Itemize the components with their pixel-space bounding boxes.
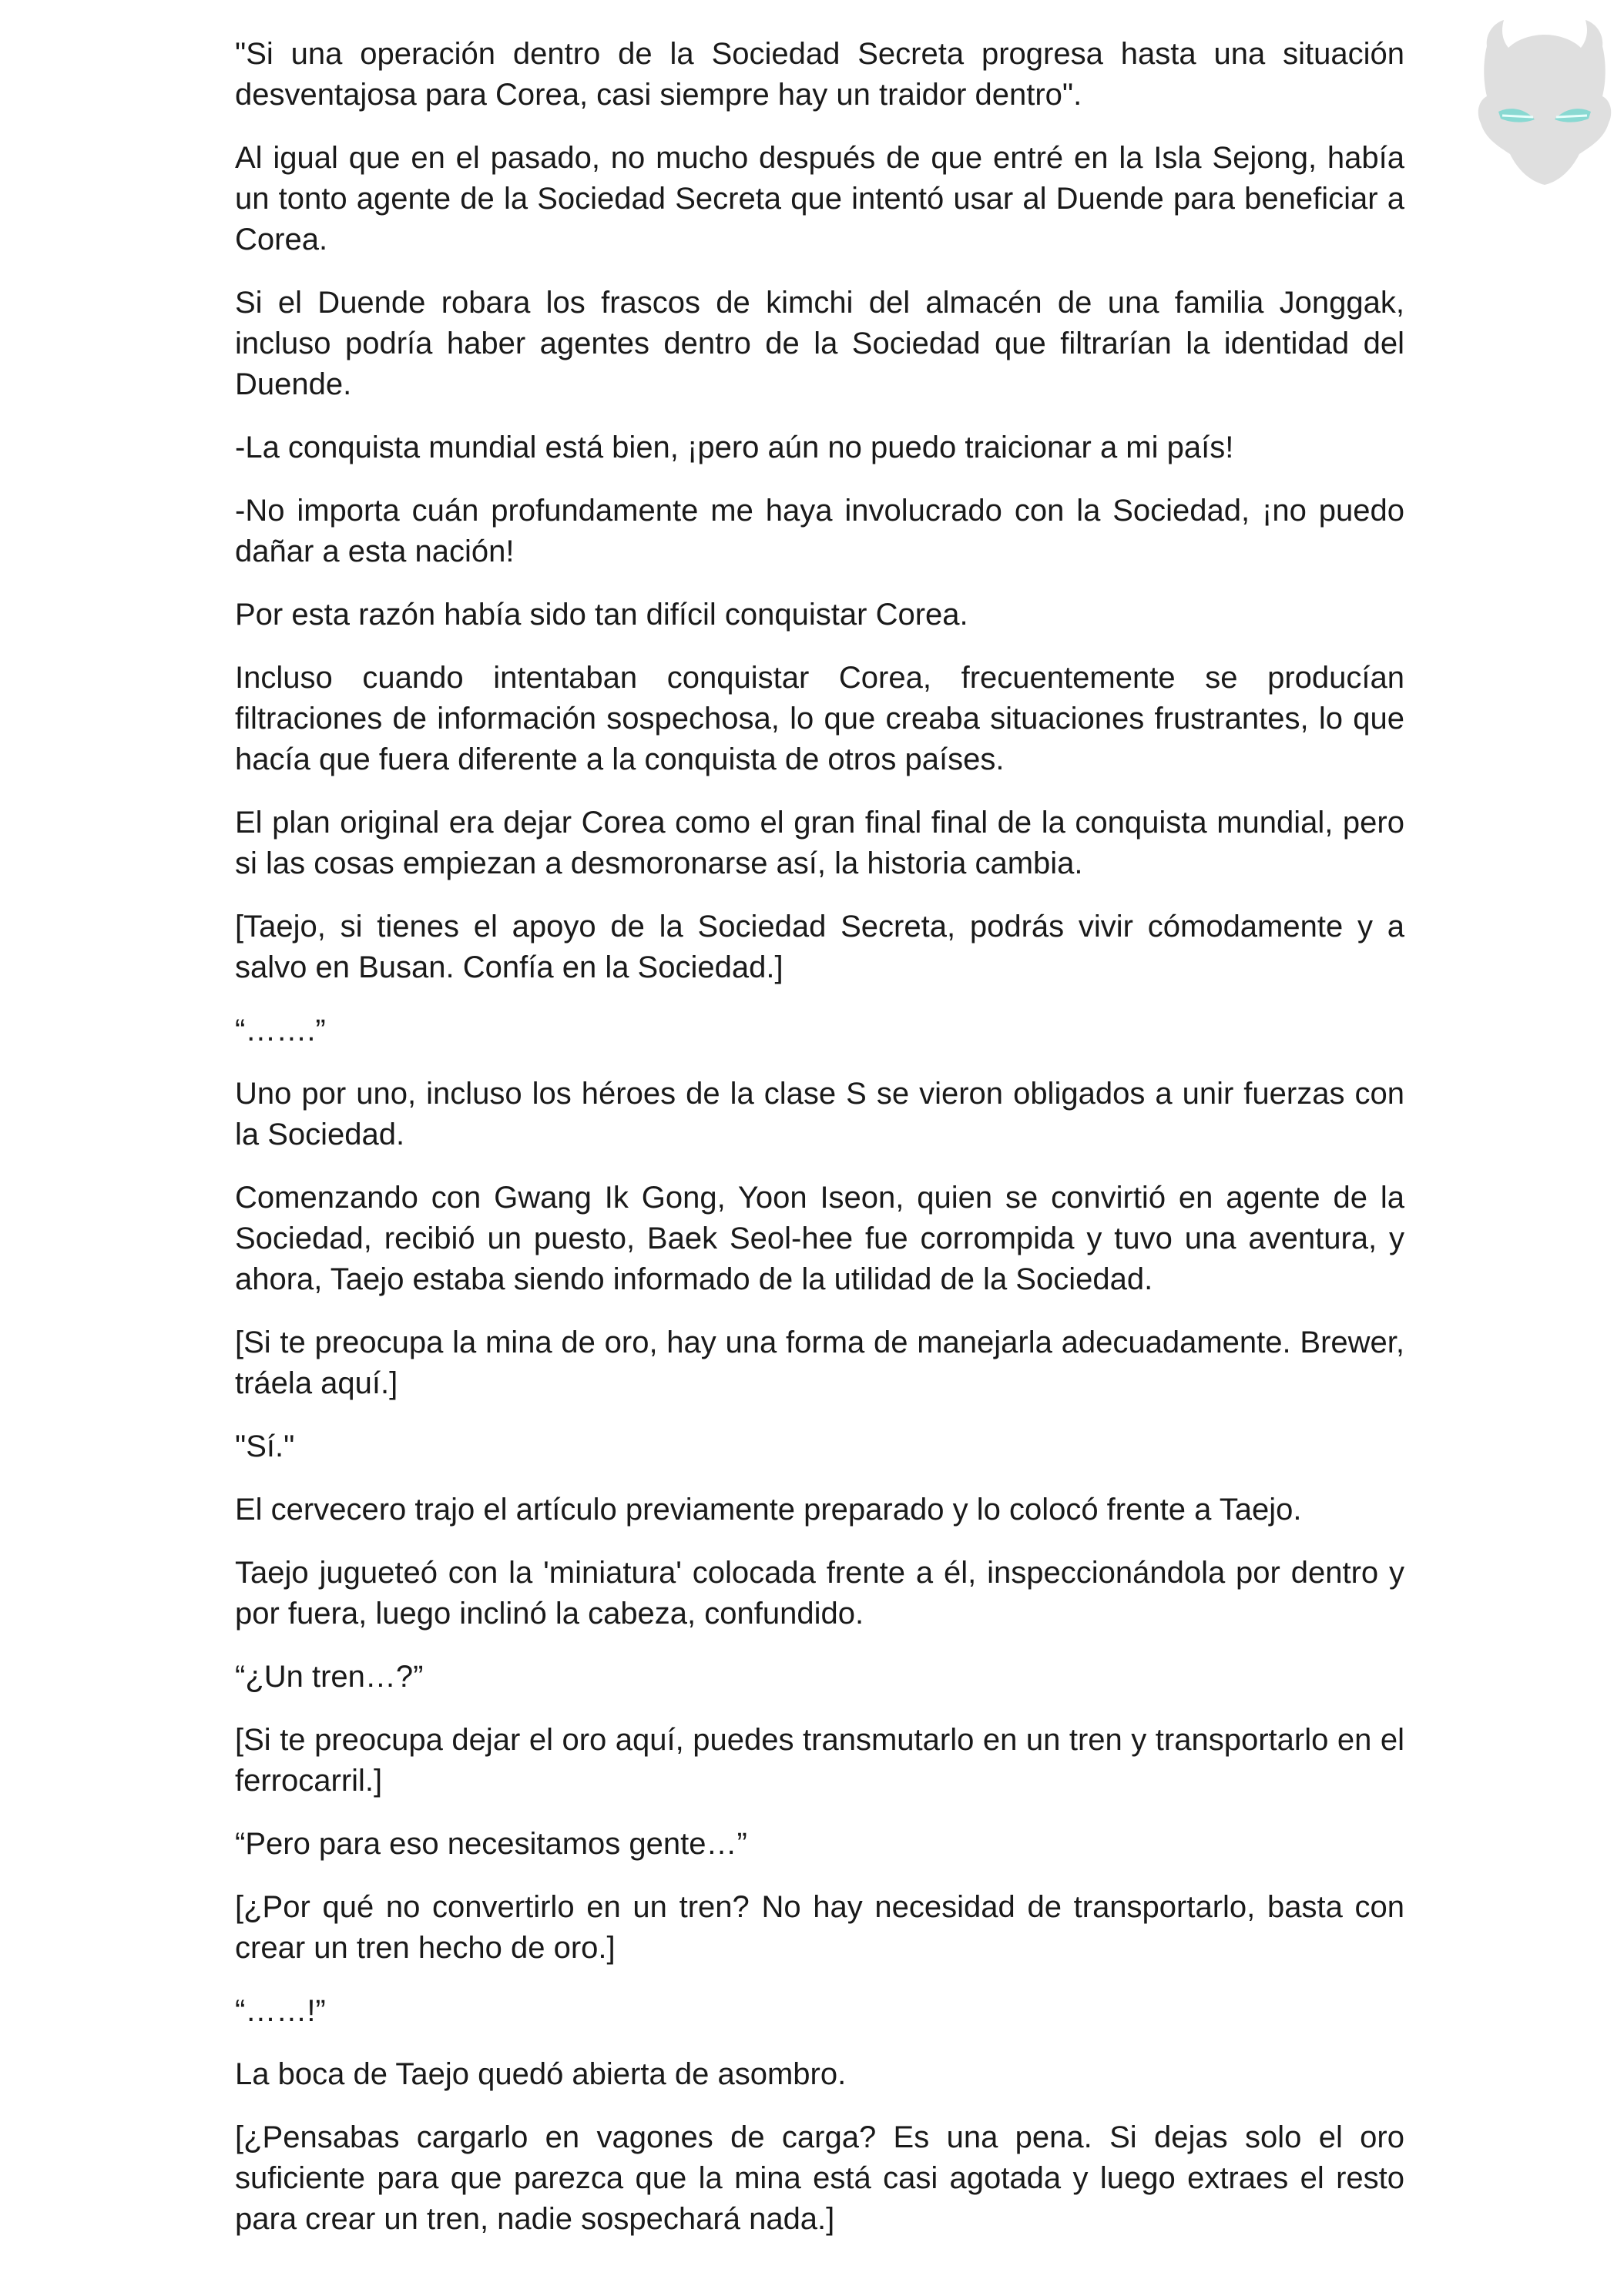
paragraph: [¿Pensabas cargarlo en vagones de carga? Es una pena. Si dejas solo el oro suficiente para que parezca que la mina está casi agotada y luego extraes el resto para crear un tren, nadie sospechará nada.] xyxy=(235,2120,1404,2236)
paragraph: Taejo jugueteó con la 'miniatura' colocada frente a él, inspeccionándola por dentro y por fuera, luego inclinó la cabeza, confundido. xyxy=(235,1556,1404,1631)
paragraph: “……!” xyxy=(235,1994,326,2028)
paragraph: Incluso cuando intentaban conquistar Corea, frecuentemente se producían filtraciones de información sospechosa, lo que creaba situaciones frustrantes, lo que hacía que fuera diferente a la conquista de otros países. xyxy=(235,661,1404,776)
paragraph: [Taejo, si tienes el apoyo de la Sociedad Secreta, podrás vivir cómodamente y a salvo en Busan. Confía en la Sociedad.] xyxy=(235,910,1404,984)
paragraph: Comenzando con Gwang Ik Gong, Yoon Iseon, quien se convirtió en agente de la Sociedad, recibió un puesto, Baek Seol-hee fue corrompida y tuvo una aventura, y ahora, Taejo estaba siendo informado de la utilidad de la Sociedad. xyxy=(235,1181,1404,1296)
right-eye-glint xyxy=(1556,116,1587,117)
demon-head-logo-icon xyxy=(1464,15,1624,193)
paragraph: [¿Por qué no convertirlo en un tren? No hay necesidad de transportarlo, basta con crear un tren hecho de oro.] xyxy=(235,1890,1404,1965)
paragraph: “Pero para eso necesitamos gente…” xyxy=(235,1827,747,1861)
paragraph: -La conquista mundial está bien, ¡pero aún no puedo traicionar a mi país! xyxy=(235,431,1234,464)
paragraph: “¿Un tren…?” xyxy=(235,1660,424,1694)
paragraph: El plan original era dejar Corea como el gran final final de la conquista mundial, pero si las cosas empiezan a desmoronarse así, la historia cambia. xyxy=(235,806,1404,880)
story-text-column xyxy=(235,34,1404,2262)
paragraph: Si el Duende robara los frascos de kimchi del almacén de una familia Jonggak, incluso podría haber agentes dentro de la Sociedad que filtrarían la identidad del Duende. xyxy=(235,286,1404,401)
paragraph: El cervecero trajo el artículo previamente preparado y lo colocó frente a Taejo. xyxy=(235,1493,1302,1527)
paragraph: Al igual que en el pasado, no mucho después de que entré en la Isla Sejong, había un tonto agente de la Sociedad Secreta que intentó usar al Duende para beneficiar a Corea. xyxy=(235,141,1404,256)
paragraph: [Si te preocupa la mina de oro, hay una forma de manejarla adecuadamente. Brewer, tráela aquí.] xyxy=(235,1326,1404,1400)
paragraph: “…….” xyxy=(235,1014,326,1047)
demon-head-svg xyxy=(1464,15,1624,193)
paragraph: La boca de Taejo quedó abierta de asombro. xyxy=(235,2057,847,2091)
paragraph: [Si te preocupa dejar el oro aquí, puedes transmutarlo en un tren y transportarlo en el ferrocarril.] xyxy=(235,1723,1404,1798)
paragraph: Por esta razón había sido tan difícil conquistar Corea. xyxy=(235,598,968,632)
paragraph: "Sí." xyxy=(235,1430,295,1463)
demon-head-shape xyxy=(1478,20,1612,185)
paragraph: Uno por uno, incluso los héroes de la clase S se vieron obligados a unir fuerzas con la Sociedad. xyxy=(235,1077,1404,1151)
paragraph: "Si una operación dentro de la Sociedad Secreta progresa hasta una situación desventajosa para Corea, casi siempre hay un traidor dentro". xyxy=(235,37,1404,112)
paragraph: -No importa cuán profundamente me haya involucrado con la Sociedad, ¡no puedo dañar a esta nación! xyxy=(235,494,1404,568)
left-eye-glint xyxy=(1502,116,1533,117)
